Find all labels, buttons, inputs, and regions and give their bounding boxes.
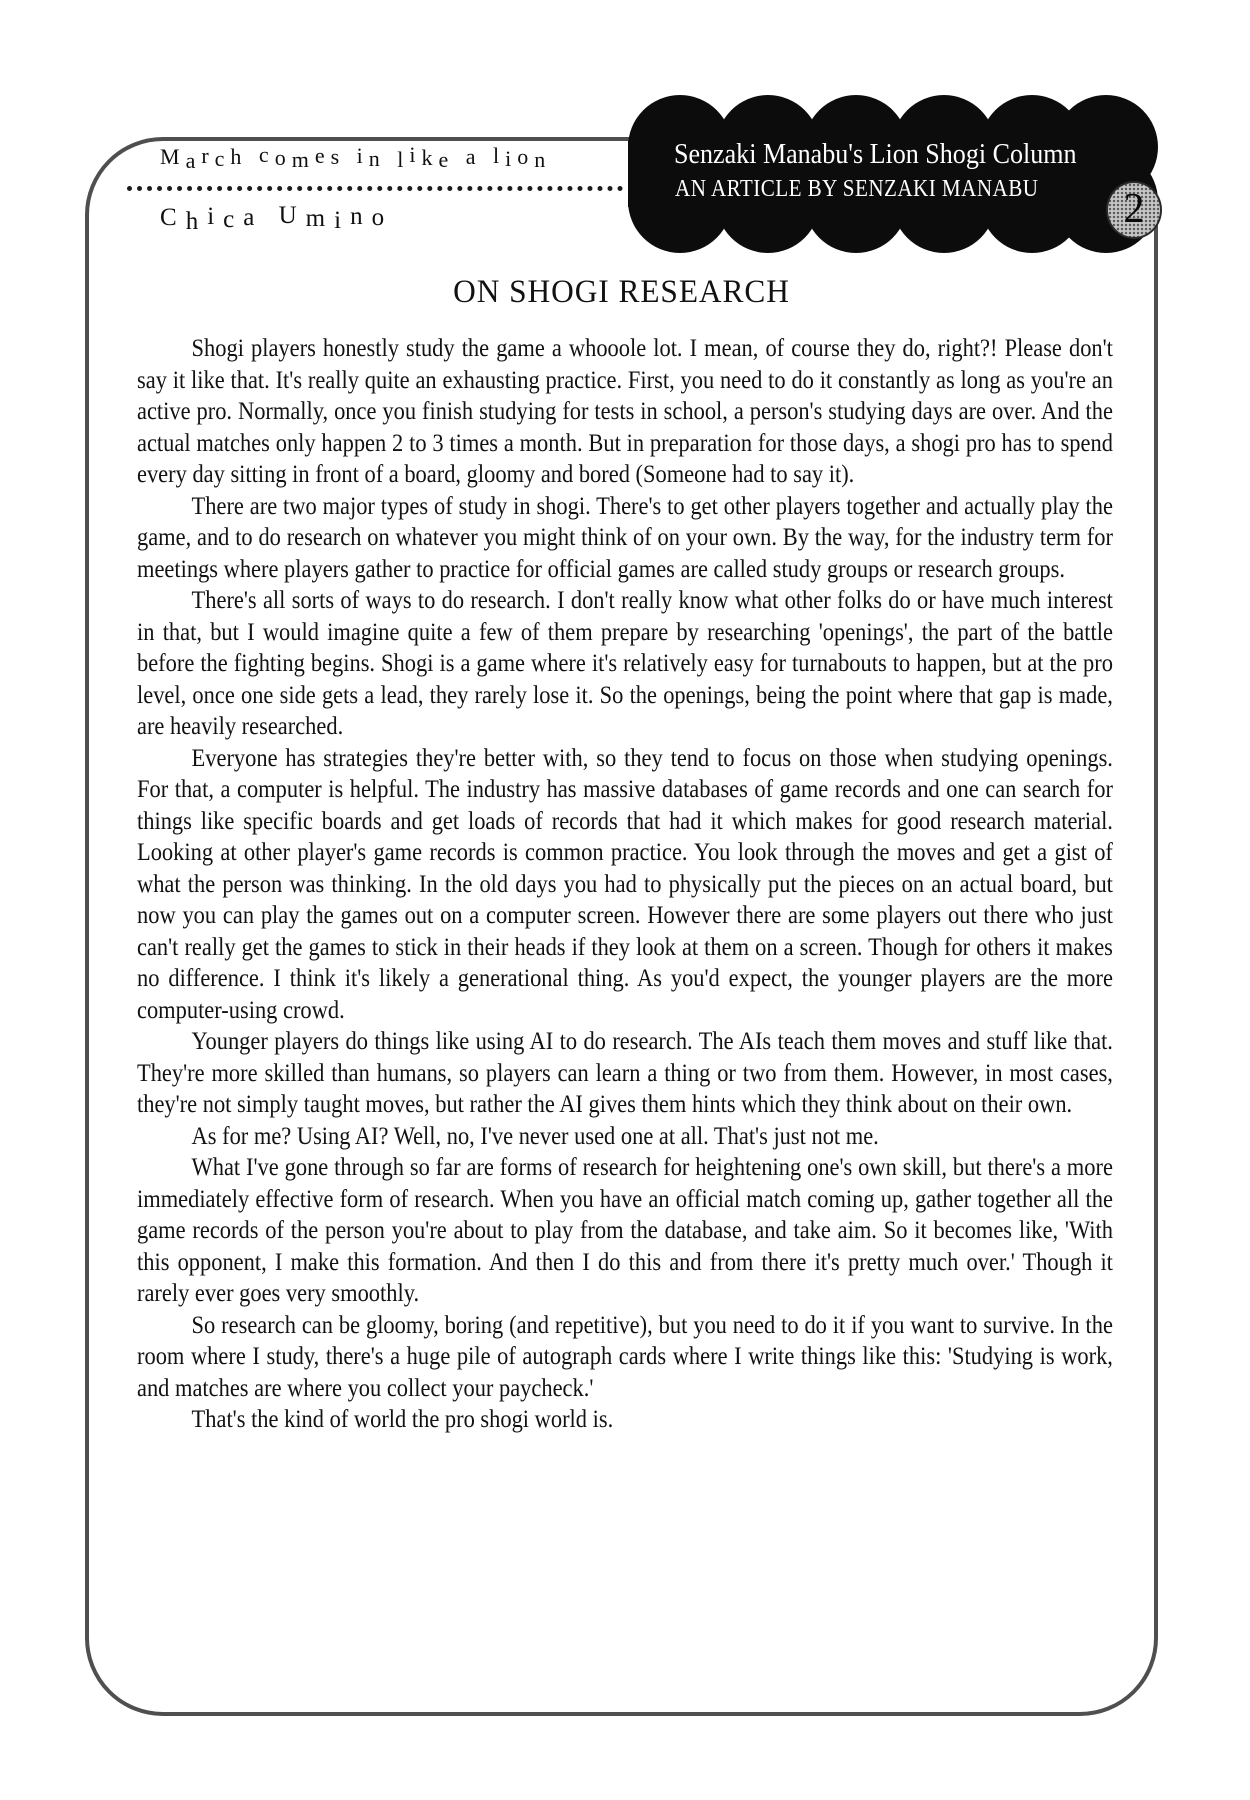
series-title: March comes in like a lion xyxy=(160,142,552,173)
article-paragraph: Everyone has strategies they're better with, so they tend to focus on those when studying openings. For that, a computer is helpful. The industry has massive databases of game records and one can search for things like specific boards and get loads of records that had it which makes for good research material. Looking at other player's game records is common practice. You look through the moves and get a gist of what the person was thinking. In the old days you had to physically put the pieces on an actual board, but now you can play the games out on a computer screen. However there are some players out there who just can't really get the games to stick in their heads if they look at them on a screen. Though for others it makes no difference. I think it's likely a generational thing. As you'd expect, the younger players are the more computer-using crowd. xyxy=(137,742,1113,1024)
cloud-shape-icon xyxy=(618,95,1160,253)
article-paragraph: That's the kind of world the pro shogi world is. xyxy=(191,1404,614,1433)
column-badge xyxy=(618,95,1160,253)
column-badge-byline: AN ARTICLE BY SENZAKI MANABU xyxy=(675,176,1039,202)
issue-number: 2 xyxy=(1123,186,1145,232)
author-name: Chica Umino xyxy=(160,202,394,235)
dotted-divider xyxy=(127,186,623,191)
article-body xyxy=(137,332,1113,1435)
article-paragraph: So research can be gloomy, boring (and repetitive), but you need to do it if you want to survive. In the room where I study, there's a huge pile of autograph cards where I write things like this: 'Studying is work, and matches are where you collect your paycheck.' xyxy=(137,1309,1113,1402)
article-paragraph: There's all sorts of ways to do research. I don't really know what other folks do or have much interest in that, but I would imagine quite a few of them prepare by researching 'openings', the part of the battle before the fighting begins. Shogi is a game where it's relatively easy for turnabouts to happen, but at the pro level, once one side gets a lead, they rarely lose it. So the openings, being the point where that gap is made, are heavily researched. xyxy=(137,585,1113,740)
column-badge-title: Senzaki Manabu's Lion Shogi Column xyxy=(674,139,1077,170)
article-title: ON SHOGI RESEARCH xyxy=(453,274,790,310)
article-paragraph: Shogi players honestly study the game a whooole lot. I mean, of course they do, right?! Please don't say it like that. It's really quite an exhausting practice. First, you need to do it constantly as long as you're an active pro. Normally, once you finish studying for tests in school, a person's studying days are over. And the actual matches only happen 2 to 3 times a month. But in preparation for those days, a shogi pro has to spend every day sitting in front of a board, gloomy and bored (Someone had to say it). xyxy=(137,333,1113,488)
article-paragraph: There are two major types of study in shogi. There's to get other players together and actually play the game, and to do research on whatever you might think of on your own. By the way, for the industry term for meetings where players gather to practice for official games are called study groups or research groups. xyxy=(137,490,1113,583)
article-paragraph: What I've gone through so far are forms of research for heightening one's own skill, but there's a more immediately effective form of research. When you have an official match coming up, gather together all the game records of the person you're about to play from the database, and take aim. So it becomes like, 'With this opponent, I make this formation. And then I do this and from there it's pretty much over.' Though it rarely ever goes very smoothly. xyxy=(137,1152,1113,1307)
article-paragraph: As for me? Using AI? Well, no, I've never used one at all. That's just not me. xyxy=(191,1120,879,1150)
article-paragraph: Younger players do things like using AI to do research. The AIs teach them moves and stuff like that. They're more skilled than humans, so players can learn a thing or two from them. However, in most cases, they're not simply taught moves, but rather the AI gives them hints which they think about on their own. xyxy=(137,1026,1113,1118)
issue-number-badge xyxy=(1106,181,1162,239)
